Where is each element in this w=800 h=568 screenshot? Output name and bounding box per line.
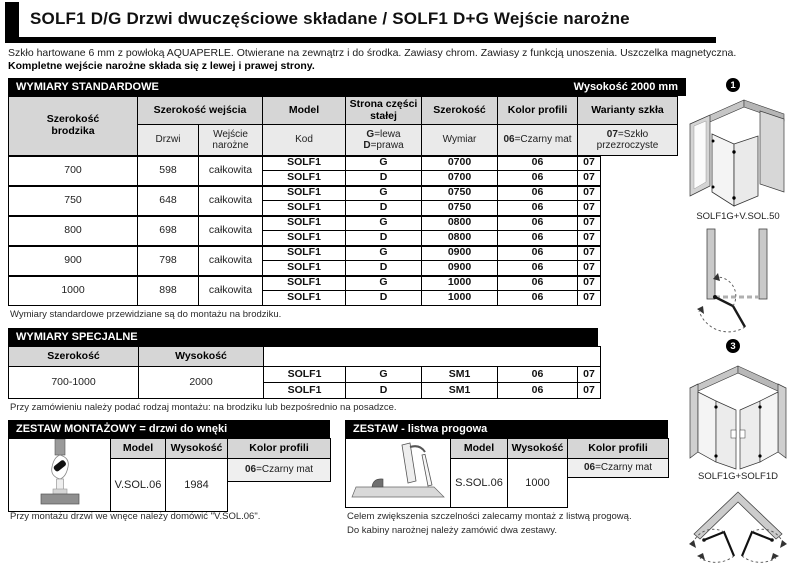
cell-wymiar: 0700 bbox=[422, 171, 498, 186]
cell-model: SOLF1 bbox=[263, 216, 346, 231]
table-row bbox=[9, 276, 678, 291]
spacer-cell bbox=[601, 186, 678, 201]
cell-model: SOLF1 bbox=[263, 291, 346, 306]
subheader-szklo-legend: 07=Szkło przezroczyste bbox=[578, 125, 678, 156]
zestaw-montazowy-titlebar bbox=[8, 420, 330, 438]
cell-szklo: 07 bbox=[578, 231, 601, 246]
col-header-kolor: Kolor profili bbox=[498, 97, 578, 125]
col-header-wysokosc: Wysokość bbox=[139, 347, 264, 367]
col-header-model: Model bbox=[111, 439, 166, 459]
cell-strona: D bbox=[346, 201, 422, 216]
cell-strona: G bbox=[346, 216, 422, 231]
standard-table bbox=[8, 96, 678, 306]
subheader-strona-legend: G=lewa D=prawa bbox=[346, 125, 422, 156]
cell-model: SOLF1 bbox=[264, 367, 346, 383]
col-header-brodzik: Szerokość brodzika bbox=[9, 97, 138, 156]
cell-kolor: 06 bbox=[498, 156, 578, 171]
cell-strona: D bbox=[346, 383, 422, 399]
cell-narozne: całkowita bbox=[199, 186, 263, 216]
standard-height-label: Wysokość 2000 mm bbox=[573, 81, 678, 93]
cell-model: SOLF1 bbox=[263, 156, 346, 171]
zestaw-listwa-table bbox=[345, 438, 669, 508]
table-row bbox=[9, 216, 678, 231]
cell-brodzik: 700 bbox=[9, 156, 138, 186]
cell-strona: D bbox=[346, 231, 422, 246]
cell-wymiar: 0700 bbox=[422, 156, 498, 171]
col-header-szerokosc: Szerokość bbox=[422, 97, 498, 125]
col-header-wysokosc: Wysokość bbox=[508, 439, 568, 459]
cell-strona: G bbox=[346, 276, 422, 291]
cell-szklo: 07 bbox=[578, 171, 601, 186]
cell-strona: G bbox=[346, 367, 422, 383]
special-table bbox=[8, 346, 601, 399]
spacer-cell bbox=[601, 246, 678, 261]
spacer-cell bbox=[601, 291, 678, 306]
cell-kolor-legend: 06=Czarny mat bbox=[568, 459, 669, 478]
zestaw-montazowy-table bbox=[8, 438, 331, 512]
cell-wymiar: 0900 bbox=[422, 246, 498, 261]
zestaw-montazowy-title: ZESTAW MONTAŻOWY = drzwi do wnęki bbox=[16, 423, 228, 435]
spacer-cell bbox=[568, 477, 669, 507]
cell-wymiar: 0800 bbox=[422, 216, 498, 231]
header-row bbox=[346, 439, 669, 459]
cell-szklo: 07 bbox=[578, 156, 601, 171]
cell-wysokosc: 1984 bbox=[166, 459, 228, 512]
cell-narozne: całkowita bbox=[199, 216, 263, 246]
corner-3d-diagram bbox=[686, 352, 790, 470]
subheader-kod: Kod bbox=[263, 125, 346, 156]
cell-szklo: 07 bbox=[578, 201, 601, 216]
cell-brodzik: 750 bbox=[9, 186, 138, 216]
cell-model: SOLF1 bbox=[263, 201, 346, 216]
cell-wymiar: 0900 bbox=[422, 261, 498, 276]
numbered-badge-3: 3 bbox=[726, 339, 740, 353]
cell-szklo: 07 bbox=[578, 246, 601, 261]
header-row bbox=[9, 97, 678, 125]
header-row bbox=[9, 439, 331, 459]
cell-kolor: 06 bbox=[498, 276, 578, 291]
cell-szklo: 07 bbox=[578, 383, 601, 399]
cell-wymiar: 0750 bbox=[422, 186, 498, 201]
spacer-cell bbox=[601, 201, 678, 216]
table-row bbox=[9, 186, 678, 201]
cell-kolor: 06 bbox=[498, 383, 578, 399]
cell-model: SOLF1 bbox=[263, 246, 346, 261]
col-header-model: Model bbox=[263, 97, 346, 125]
cell-szklo: 07 bbox=[578, 261, 601, 276]
threshold-strip-icon bbox=[346, 439, 451, 508]
diagram-label-bottom: SOLF1G+SOLF1D bbox=[698, 471, 778, 482]
cell-model: SOLF1 bbox=[263, 231, 346, 246]
cell-kolor: 06 bbox=[498, 201, 578, 216]
col-header-kolor: Kolor profili bbox=[228, 439, 331, 459]
hinge-profile-icon bbox=[9, 439, 111, 512]
cell-wymiar: 0750 bbox=[422, 201, 498, 216]
cell-brodzik: 900 bbox=[9, 246, 138, 276]
note-special: Przy zamówieniu należy podać rodzaj montażu: na brodziku lub bezpośrednio na posadzce. bbox=[10, 402, 397, 413]
cell-model: SOLF1 bbox=[264, 383, 346, 399]
cell-kolor: 06 bbox=[498, 216, 578, 231]
spacer-cell bbox=[601, 231, 678, 246]
cell-drzwi: 798 bbox=[138, 246, 199, 276]
spacer-cell bbox=[601, 216, 678, 231]
cell-kolor: 06 bbox=[498, 261, 578, 276]
cell-model: S.SOL.06 bbox=[451, 459, 508, 508]
cell-drzwi: 898 bbox=[138, 276, 199, 306]
note-standard: Wymiary standardowe przewidziane są do montażu na brodziku. bbox=[10, 309, 282, 320]
zestaw-listwa-titlebar bbox=[345, 420, 668, 438]
cell-kolor: 06 bbox=[498, 186, 578, 201]
table-row bbox=[9, 367, 601, 383]
empty-header-cell bbox=[264, 347, 601, 367]
header-row bbox=[9, 347, 601, 367]
cell-kolor: 06 bbox=[498, 291, 578, 306]
cell-drzwi: 598 bbox=[138, 156, 199, 186]
niche-3d-diagram bbox=[686, 92, 790, 210]
subheader-kolor-legend: 06=Czarny mat bbox=[498, 125, 578, 156]
col-header-strona: Strona części stałej bbox=[346, 97, 422, 125]
cell-kolor: 06 bbox=[498, 171, 578, 186]
cell-model: SOLF1 bbox=[263, 276, 346, 291]
intro-text-line1: Szkło hartowane 6 mm z powłoką AQUAPERLE. Otwierane na zewnątrz i do środka. Zawiasy chrom. Zawiasy z funkcją unoszenia. Uszczelka magnetyczna. bbox=[8, 47, 737, 59]
cell-wysokosc: 2000 bbox=[139, 367, 264, 399]
zestaw-listwa-title: ZESTAW - listwa progowa bbox=[353, 423, 488, 435]
cell-narozne: całkowita bbox=[199, 276, 263, 306]
col-header-szerokosc: Szerokość bbox=[9, 347, 139, 367]
note-zestaw-listwa-1: Celem zwiększenia szczelności zalecamy montaż z listwą progową. bbox=[347, 511, 632, 522]
cell-model: SOLF1 bbox=[263, 261, 346, 276]
cell-wymiar: SM1 bbox=[422, 383, 498, 399]
spacer-cell bbox=[601, 276, 678, 291]
col-header-wejscie: Szerokość wejścia bbox=[138, 97, 263, 125]
cell-brodzik: 800 bbox=[9, 216, 138, 246]
cell-strona: D bbox=[346, 291, 422, 306]
cell-narozne: całkowita bbox=[199, 246, 263, 276]
intro-text-line2: Kompletne wejście narożne składa się z lewej i prawej strony. bbox=[8, 60, 315, 72]
cell-narozne: całkowita bbox=[199, 156, 263, 186]
cell-szerokosc: 700-1000 bbox=[9, 367, 139, 399]
cell-szklo: 07 bbox=[578, 367, 601, 383]
cell-wymiar: SM1 bbox=[422, 367, 498, 383]
cell-wysokosc: 1000 bbox=[508, 459, 568, 508]
cell-szklo: 07 bbox=[578, 276, 601, 291]
cell-strona: D bbox=[346, 171, 422, 186]
note-zestaw-montazowy: Przy montażu drzwi we wnęce należy domówić "V.SOL.06". bbox=[10, 511, 261, 522]
cell-kolor: 06 bbox=[498, 367, 578, 383]
note-zestaw-listwa-2: Do kabiny narożnej należy zamówić dwa zestawy. bbox=[347, 525, 557, 536]
standard-title: WYMIARY STANDARDOWE bbox=[16, 81, 159, 93]
cell-drzwi: 648 bbox=[138, 186, 199, 216]
cell-wymiar: 0800 bbox=[422, 231, 498, 246]
corner-plan-diagram bbox=[684, 488, 792, 566]
header-underline bbox=[5, 37, 716, 43]
cell-strona: G bbox=[346, 156, 422, 171]
subheader-narozne: Wejście narożne bbox=[199, 125, 263, 156]
cell-szklo: 07 bbox=[578, 186, 601, 201]
spacer-cell bbox=[601, 261, 678, 276]
standard-table-titlebar bbox=[8, 78, 686, 96]
cell-brodzik: 1000 bbox=[9, 276, 138, 306]
cell-wymiar: 1000 bbox=[422, 276, 498, 291]
cell-model: V.SOL.06 bbox=[111, 459, 166, 512]
cell-kolor: 06 bbox=[498, 246, 578, 261]
diagram-label-top: SOLF1G+V.SOL.50 bbox=[696, 211, 780, 222]
niche-plan-diagram bbox=[695, 227, 781, 335]
special-title: WYMIARY SPECJALNE bbox=[16, 331, 138, 343]
cell-strona: G bbox=[346, 246, 422, 261]
cell-model: SOLF1 bbox=[263, 171, 346, 186]
cell-strona: G bbox=[346, 186, 422, 201]
cell-kolor-legend: 06=Czarny mat bbox=[228, 459, 331, 482]
col-header-wysokosc: Wysokość bbox=[166, 439, 228, 459]
cell-szklo: 07 bbox=[578, 216, 601, 231]
cell-model: SOLF1 bbox=[263, 186, 346, 201]
table-row bbox=[9, 156, 678, 171]
special-table-titlebar bbox=[8, 328, 598, 346]
col-header-kolor: Kolor profili bbox=[568, 439, 669, 459]
col-header-model: Model bbox=[451, 439, 508, 459]
subheader-wymiar: Wymiar bbox=[422, 125, 498, 156]
cell-strona: D bbox=[346, 261, 422, 276]
table-row bbox=[9, 246, 678, 261]
col-header-warianty: Warianty szkła bbox=[578, 97, 678, 125]
cell-kolor: 06 bbox=[498, 231, 578, 246]
cell-wymiar: 1000 bbox=[422, 291, 498, 306]
subheader-drzwi: Drzwi bbox=[138, 125, 199, 156]
page-title: SOLF1 D/G Drzwi dwuczęściowe składane / SOLF1 D+G Wejście narożne bbox=[30, 9, 630, 28]
spacer-cell bbox=[601, 156, 678, 171]
spacer-cell bbox=[601, 171, 678, 186]
cell-drzwi: 698 bbox=[138, 216, 199, 246]
numbered-badge-1: 1 bbox=[726, 78, 740, 92]
spacer-cell bbox=[228, 481, 331, 511]
cell-szklo: 07 bbox=[578, 291, 601, 306]
